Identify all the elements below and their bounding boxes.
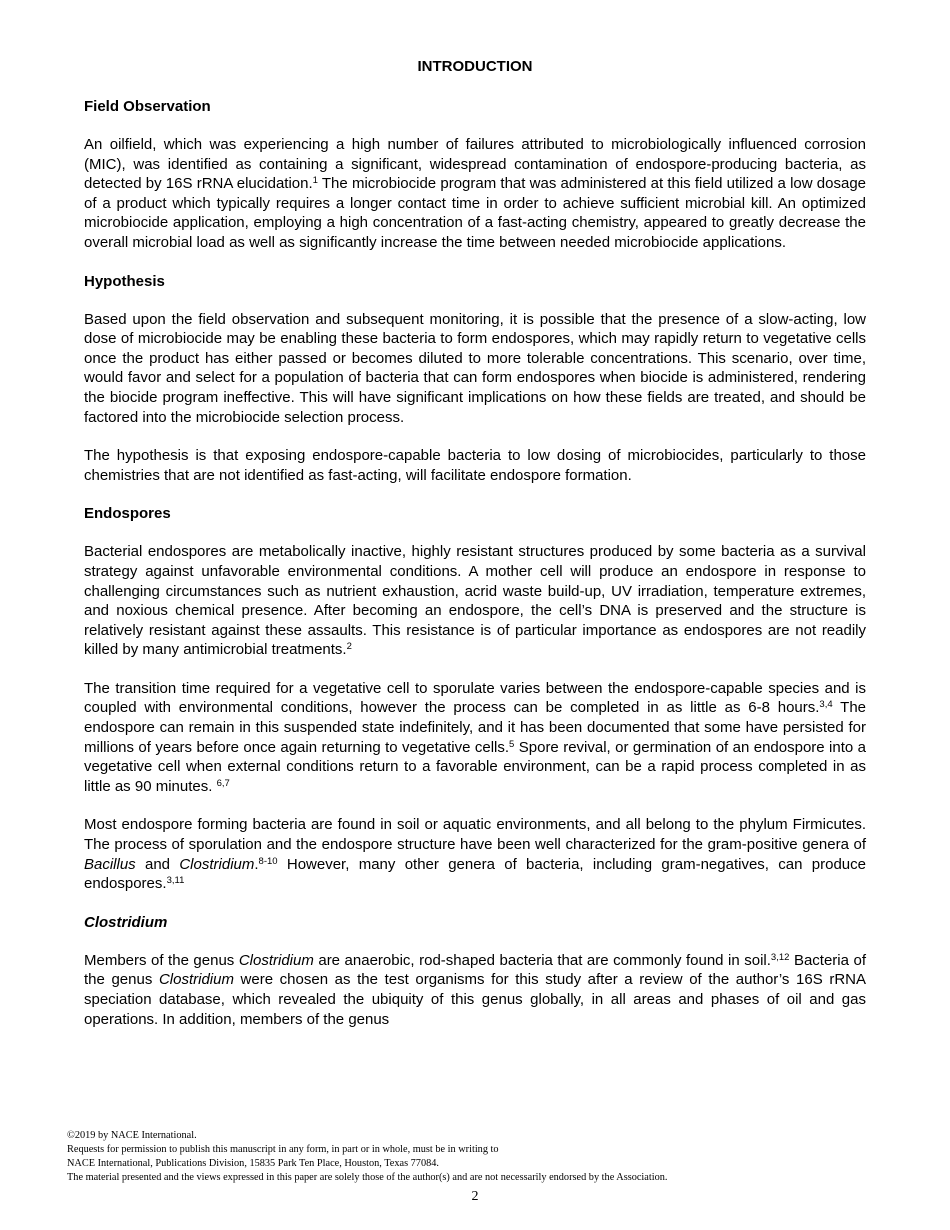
heading-field-observation: Field Observation <box>84 98 211 115</box>
heading-endospores: Endospores <box>84 505 171 523</box>
citation: 3,4 <box>819 699 833 711</box>
footer-line: NACE International, Publications Division, 15835 Park Ten Place, Houston, Texas 77084. <box>67 1158 439 1169</box>
citation: 2 <box>346 641 352 653</box>
footer-copyright: ©2019 by NACE International. <box>67 1130 197 1141</box>
citation: 3,12 <box>770 951 790 963</box>
page-title: INTRODUCTION <box>417 58 533 75</box>
citation: 1 <box>312 175 318 187</box>
paragraph-endospores-1: Bacterial endospores are metabolically inactive, highly resistant structures produced by some bacteria as a survival strategy against unfavorable environmental conditions. A mother cell will produce an endospore in response to challenging circumstances such as nutrient exhaustion, acrid waste build-up, UV irradiation, temperature extremes, and noxious chemical presence. After becoming an endospore, the cell’s DNA is preserved and the structure is relatively resistant against these assaults. This resistance is of particular importance as endospores are not readily killed by many antimicrobial treatments.$^2$ <box>84 543 866 659</box>
paragraph-clostridium: Members of the genus Clostridium are anaerobic, rod-shaped bacteria that are commonly found in soil.$^{3,12}$ Bacteria of the genus Clostridium were chosen as the test organisms for this study after a review of the author’s 16S rRNA speciation database, which revealed the ubiquity of this genus globally, in all areas and phases of oil and gas operations. In addition, members of the genus <box>84 951 866 1028</box>
citation: 5 <box>509 738 515 750</box>
paragraph-hypothesis-1: Based upon the field observation and subsequent monitoring, it is possible that the presence of a slow-acting, low dose of microbiocide may be enabling these bacteria to form endospores, which may rapidly return to vegetative cells once the product has either passed or becomes diluted to more tolerable concentrations. This scenario, over time, would favor and select for a population of bacteria that can form endospores when biocide is administered, rendering the biocide program ineffective. This will have significant implications on how these fields are treated, and should be factored into the microbiocide selection process. <box>84 310 866 426</box>
footer-line: Requests for permission to publish this manuscript in any form, in part or in whole, must be in writing to <box>67 1144 499 1155</box>
footer-line: The material presented and the views expressed in this paper are solely those of the author(s) and are not necessarily endorsed by the Association. <box>67 1172 668 1183</box>
paragraph-field-observation: An oilfield, which was experiencing a high number of failures attributed to microbiologically influenced corrosion (MIC), was identified as containing a significant, widespread contamination of endospore-producing bacteria, as detected by 16S rRNA elucidation.$^1$ The microbiocide program that was administered at this field utilized a low dosage of a product which typically requires a longer contact time in order to achieve sufficient microbial kill. An optimized microbiocide application, employing a high concentration of a fast-acting chemistry, appeared to greatly decrease the overall microbial load as well as significantly increase the time between needed microbiocide applications. <box>84 136 867 251</box>
citation: 8-10 <box>258 855 278 867</box>
heading-hypothesis: Hypothesis <box>84 272 165 290</box>
page-number: 2 <box>471 1189 479 1204</box>
page-body <box>84 57 866 1048</box>
paragraph-endospores-2: The transition time required for a vegetative cell to sporulate varies between the endospore-capable species and is coupled with environmental conditions, however the process can be completed in as little as 6-8 hours.$^{3,4}$ The endospore can remain in this suspended state indefinitely, and it has been documented that some have persisted for millions of years before once again returning to vegetative cells.$^5$ Spore revival, or germination of an endospore into a vegetative cell when external conditions return to a favorable environment, can be a rapid process completed in as little as 90 minutes. $^{6,7}$ <box>84 679 866 795</box>
paragraph-hypothesis-2: The hypothesis is that exposing endospore-capable bacteria to low dosing of microbiocides, particularly to those chemistries that are not identified as fast-acting, will facilitate endospore formation. <box>84 447 866 484</box>
paragraph-endospores-3: Most endospore forming bacteria are found in soil or aquatic environments, and all belong to the phylum Firmicutes. The process of sporulation and the endospore structure have been well characterized for the gram-positive genera of Bacillus and Clostridium.$^{8-10}$ However, many other genera of bacteria, including gram-negatives, can produce endospores.$^{3,11}$ <box>84 816 866 893</box>
citation: 6,7 <box>216 777 230 789</box>
citation: 3,11 <box>166 875 185 887</box>
heading-clostridium: Clostridium <box>84 913 168 931</box>
page-footer <box>67 1129 887 1185</box>
